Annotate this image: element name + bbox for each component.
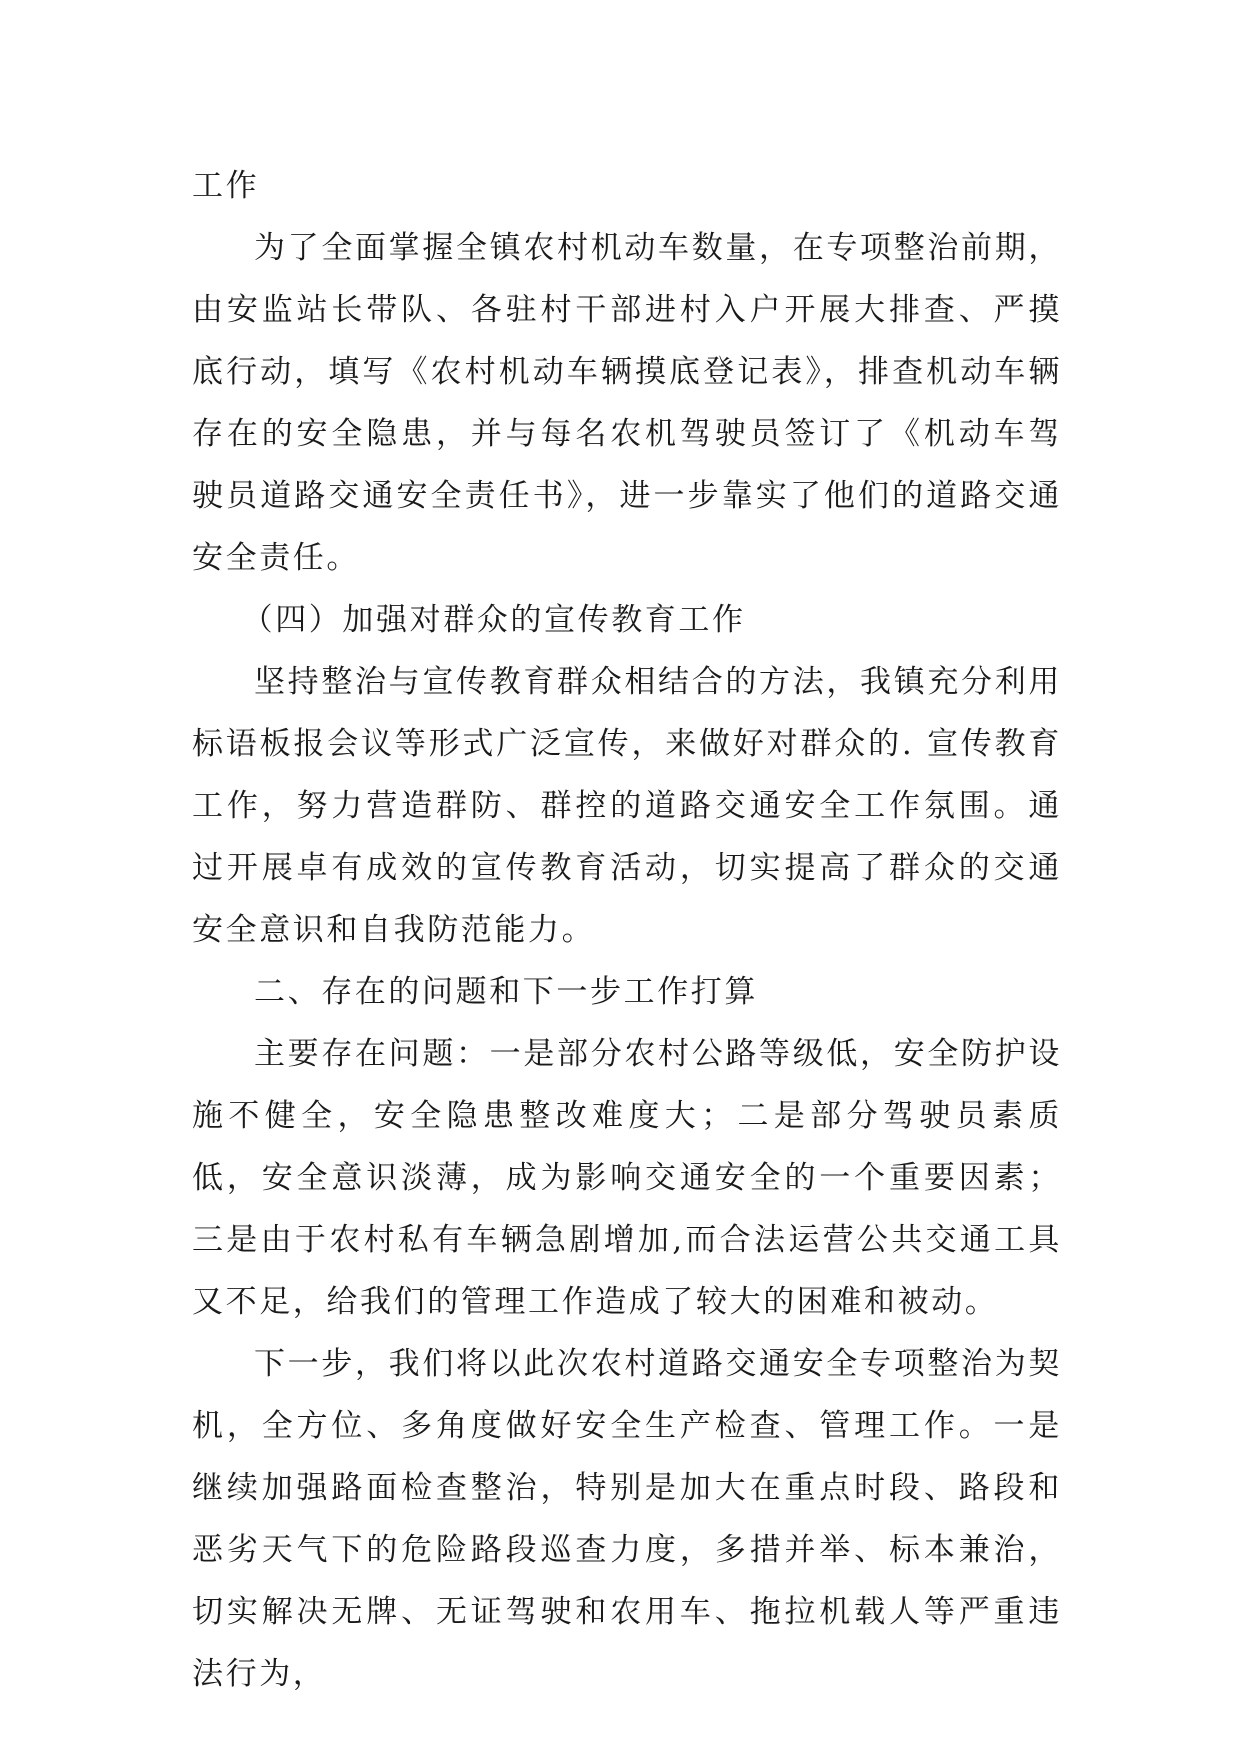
paragraph-next-steps: 下一步，我们将以此次农村道路交通安全专项整治为契机，全方位、多角度做好安全生产检查、管理工作。一是继续加强路面检查整治，特别是加大在重点时段、路段和恶劣天气下的危险路段巡查力度，多措并举、标本兼治，切实解决无牌、无证驾驶和农用车、拖拉机载人等严重违法行为， [192,1346,1062,1692]
paragraph-main-problems: 主要存在问题：一是部分农村公路等级低，安全防护设施不健全，安全隐患整改难度大；二是部分驾驶员素质低，安全意识淡薄，成为影响交通安全的一个重要因素；三是由于农村私有车辆急剧增加,而合法运营公共交通工具又不足，给我们的管理工作造成了较大的困难和被动。 [192,1036,1062,1320]
section-heading-problems-plans: 二、存在的问题和下一步工作打算 [254,974,758,1010]
document-body [192,155,1062,1705]
paragraph-vehicle-survey: 为了全面掌握全镇农村机动车数量，在专项整治前期，由安监站长带队、各驻村干部进村入户开展大排查、严摸底行动，填写《农村机动车辆摸底登记表》，排查机动车辆存在的安全隐患，并与每名农机驾驶员签订了《机动车驾驶员道路交通安全责任书》，进一步靠实了他们的道路交通安全责任。 [192,230,1062,576]
section-heading-publicity: （四）加强对群众的宣传教育工作 [241,602,746,638]
paragraph-publicity-education: 坚持整治与宣传教育群众相结合的方法，我镇充分利用标语板报会议等形式广泛宣传，来做好对群众的. 宣传教育工作，努力营造群防、群控的道路交通安全工作氛围。通过开展卓有成效的宣传教育活动，切实提高了群众的交通安全意识和自我防范能力。 [192,664,1062,948]
paragraph-continuation: 工作 [192,168,260,204]
